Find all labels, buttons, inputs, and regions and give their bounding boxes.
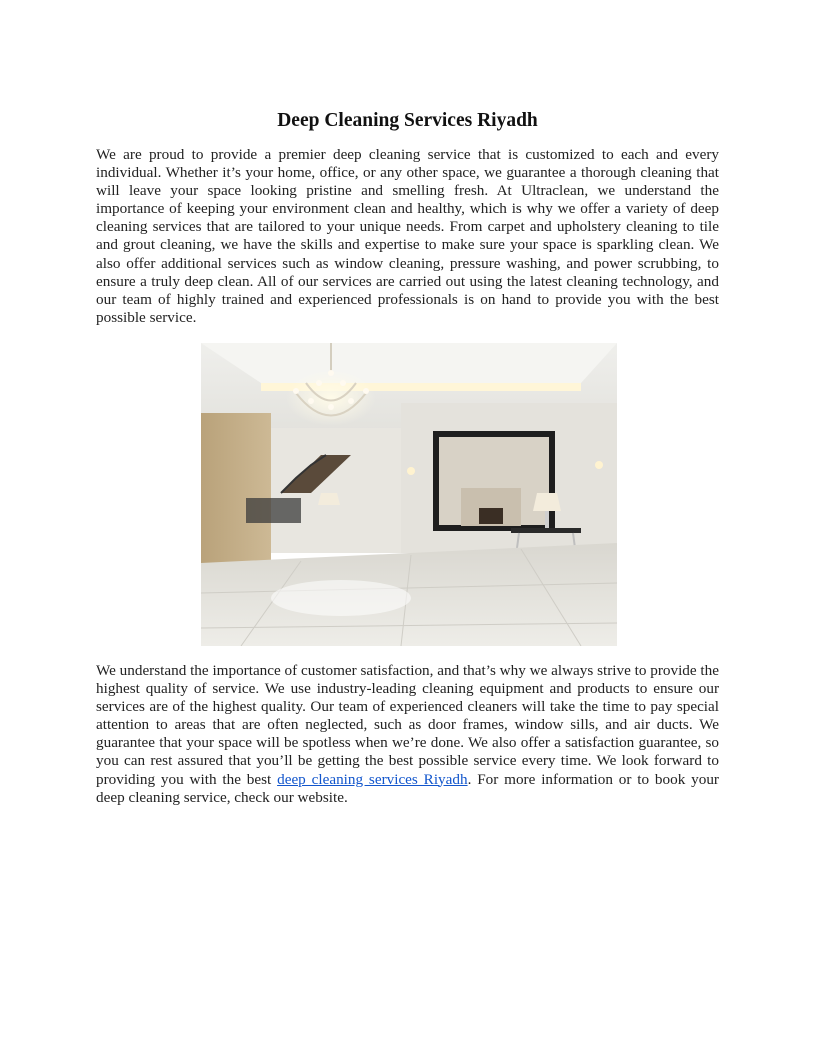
page-title: Deep Cleaning Services Riyadh [277, 110, 538, 131]
paragraph-text-after-link: . For more information or to book your deep cleaning service, check our website. [96, 770, 719, 806]
document-page [96, 108, 719, 807]
deep-cleaning-services-link[interactable]: deep cleaning services Riyadh [277, 770, 468, 788]
paragraph-text-before-link: We understand the importance of customer satisfaction, and that’s why we always strive to provide the highest quality of service. We use industry-leading cleaning equipment and products to ensure our services are of the highest quality. Our team of experienced cleaners will take the time to pay special attention to areas that are often neglected, such as door frames, window sills, and air ducts. We guarantee that your space will be spotless when we’re done. We also offer a satisfaction guarantee, so you can rest assured that you’ll be getting the best possible service every time. We look forward to providing you with the best [96, 661, 719, 788]
interior-lobby-image [201, 343, 617, 646]
satisfaction-paragraph [96, 662, 719, 807]
intro-paragraph: We are proud to provide a premier deep cleaning service that is customized to each and every individual. Whether it’s your home, office, or any other space, we guarantee a thorough cleaning that will leave your space looking pristine and smelling fresh. At Ultraclean, we understand the importance of keeping your environment clean and healthy, which is why we offer a variety of deep cleaning services that are tailored to your unique needs. From carpet and upholstery cleaning to tile and grout cleaning, we have the skills and expertise to make sure your space is sparkling clean. We also offer additional services such as window cleaning, pressure washing, and power scrubbing, to ensure a truly deep clean. All of our services are carried out using the latest cleaning technology, and our team of highly trained and experienced professionals is on hand to provide you with the best possible service. [96, 146, 719, 326]
